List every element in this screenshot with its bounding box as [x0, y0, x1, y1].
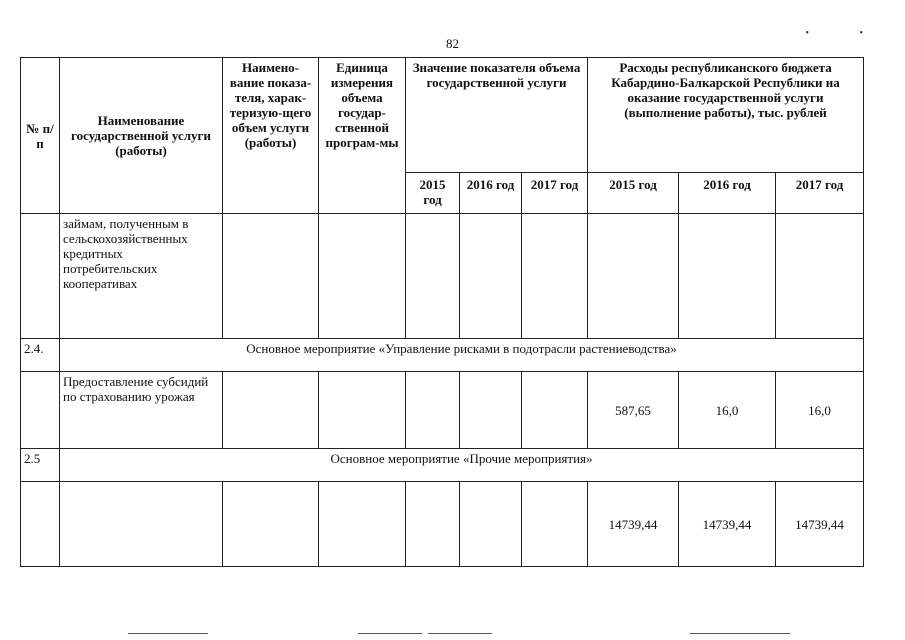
header-indicator: Наимено-вание показа-теля, харак-теризую-щего объем услуги (работы): [223, 58, 319, 214]
header-num: № п/п: [21, 58, 60, 214]
volume-year-2015: 2015 год: [406, 173, 460, 214]
expense-2016-cell: 16,0: [679, 372, 776, 449]
section-title: Основное мероприятие «Управление рисками в подотрасли растениеводства»: [60, 339, 864, 372]
expense-year-2017: 2017 год: [776, 173, 864, 214]
page-number: 82: [446, 36, 459, 51]
expense-2016-cell: 14739,44: [679, 482, 776, 567]
service-name-cell: займам, полученным в сельскохозяйственных кредитных потребительских кооперативах: [60, 214, 223, 339]
budget-table: [20, 57, 864, 567]
expense-year-2016: 2016 год: [679, 173, 776, 214]
volume-2016-cell: [460, 372, 522, 449]
service-name-cell: [60, 482, 223, 567]
table-row: [21, 482, 864, 567]
header-expenses: Расходы республиканского бюджета Кабардино-Балкарской Республики на оказание государственной услуги (выполнение работы), тыс. рублей: [588, 58, 864, 173]
volume-2016-cell: [460, 214, 522, 339]
section-num: 2.4.: [21, 339, 60, 372]
expense-2017-cell: 16,0: [776, 372, 864, 449]
volume-2015-cell: [406, 482, 460, 567]
expense-2015-cell: [588, 214, 679, 339]
volume-2015-cell: [406, 372, 460, 449]
indicator-cell: [223, 482, 319, 567]
unit-cell: [319, 482, 406, 567]
volume-2017-cell: [522, 214, 588, 339]
volume-2017-cell: [522, 372, 588, 449]
section-row: [21, 339, 864, 372]
expense-2015-cell: 14739,44: [588, 482, 679, 567]
header-row-top: [21, 58, 864, 173]
indicator-cell: [223, 214, 319, 339]
header-unit: Единица измерения объема государ-ственной програм-мы: [319, 58, 406, 214]
unit-cell: [319, 214, 406, 339]
volume-year-2017: 2017 год: [522, 173, 588, 214]
expense-2017-cell: [776, 214, 864, 339]
row-num-cell: [21, 482, 60, 567]
expense-2016-cell: [679, 214, 776, 339]
table-row: [21, 372, 864, 449]
page-bottom-lines: [0, 633, 905, 635]
volume-2015-cell: [406, 214, 460, 339]
expense-2017-cell: 14739,44: [776, 482, 864, 567]
volume-year-2016: 2016 год: [460, 173, 522, 214]
volume-2016-cell: [460, 482, 522, 567]
header-service-name: Наименование государственной услуги (работы): [60, 58, 223, 214]
row-num-cell: [21, 214, 60, 339]
header-volume: Значение показателя объема государственной услуги: [406, 58, 588, 173]
expense-year-2015: 2015 год: [588, 173, 679, 214]
section-row: [21, 449, 864, 482]
scan-specks: • •: [805, 28, 887, 39]
expense-2015-cell: 587,65: [588, 372, 679, 449]
volume-2017-cell: [522, 482, 588, 567]
service-name-cell: Предоставление субсидий по страхованию урожая: [60, 372, 223, 449]
section-title: Основное мероприятие «Прочие мероприятия»: [60, 449, 864, 482]
section-num: 2.5: [21, 449, 60, 482]
indicator-cell: [223, 372, 319, 449]
row-num-cell: [21, 372, 60, 449]
table-row: [21, 214, 864, 339]
unit-cell: [319, 372, 406, 449]
